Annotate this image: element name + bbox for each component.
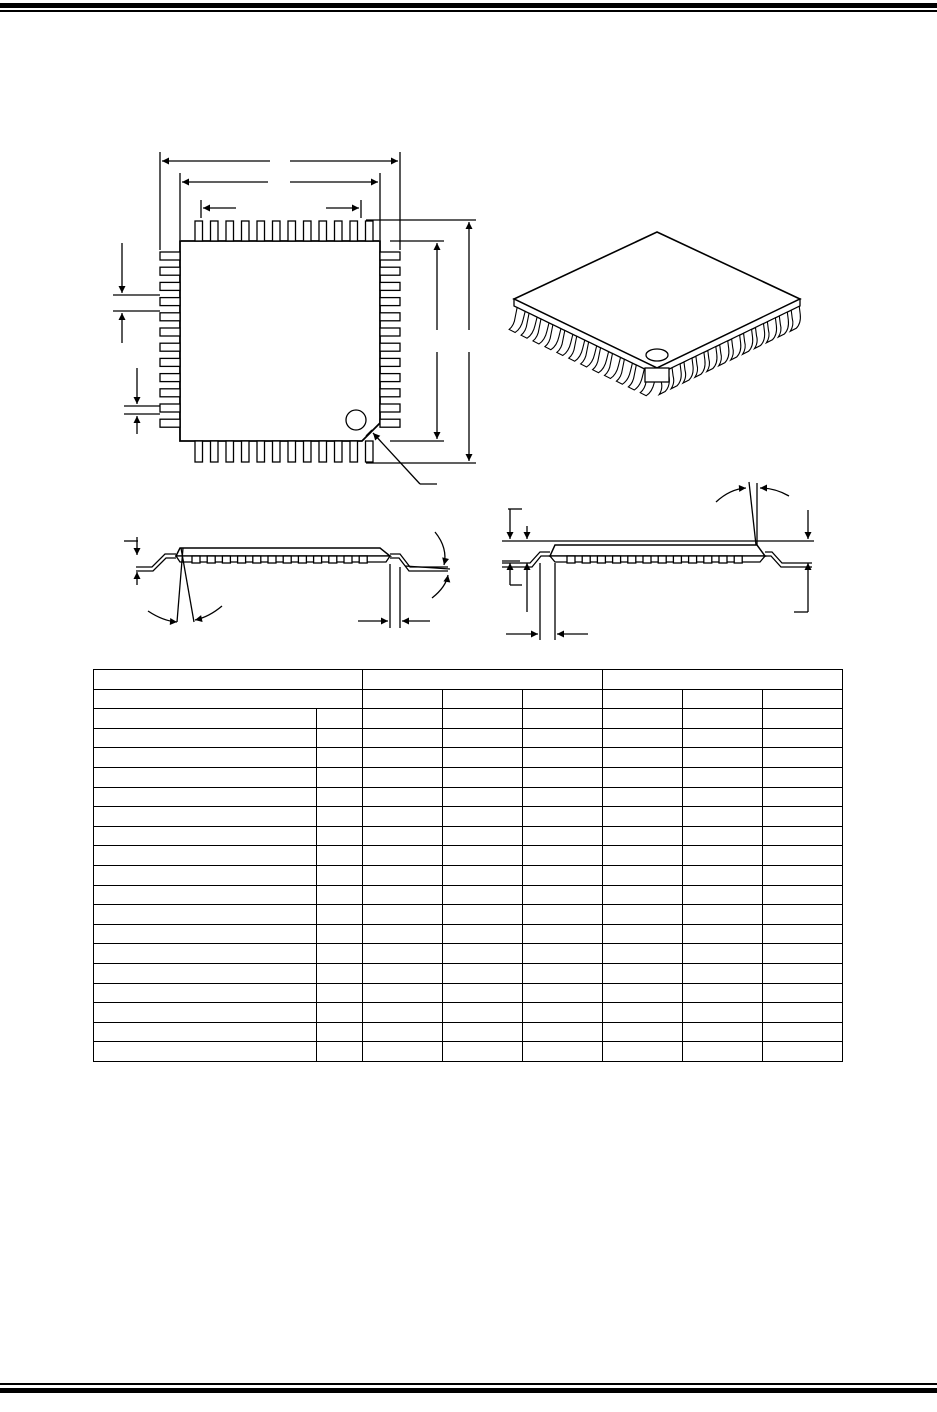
value-cell [603, 748, 683, 768]
symbol-cell [317, 807, 363, 827]
dimension-name-cell [94, 787, 317, 807]
value-cell [363, 846, 443, 866]
table-row [94, 748, 843, 768]
value-cell [363, 905, 443, 925]
subheader-cell [763, 689, 843, 709]
dimension-name-cell [94, 865, 317, 885]
lead-stub [613, 556, 621, 563]
symbol-cell [317, 767, 363, 787]
value-cell [523, 1042, 603, 1062]
table-row [94, 963, 843, 983]
dimension-name-cell [94, 1042, 317, 1062]
value-cell [683, 924, 763, 944]
lead [335, 441, 343, 462]
value-cell [363, 787, 443, 807]
table-row [94, 983, 843, 1003]
value-cell [363, 748, 443, 768]
value-cell [763, 748, 843, 768]
lead [195, 441, 203, 462]
side-view-right [502, 482, 814, 640]
value-cell [603, 983, 683, 1003]
value-cell [443, 944, 523, 964]
lead-stub [222, 556, 230, 563]
value-cell [443, 767, 523, 787]
table-row [94, 728, 843, 748]
value-cell [603, 1003, 683, 1023]
dimension-name-cell [94, 944, 317, 964]
symbol-cell [317, 787, 363, 807]
lead [160, 282, 180, 290]
value-cell [363, 1003, 443, 1023]
symbol-cell [317, 826, 363, 846]
table-row [94, 846, 843, 866]
value-cell [763, 1042, 843, 1062]
lead [160, 389, 180, 397]
lead [319, 221, 327, 241]
value-cell [443, 709, 523, 729]
value-cell [763, 924, 843, 944]
iso-pin1-dimple [646, 349, 668, 361]
symbol-cell [317, 1003, 363, 1023]
value-cell [763, 787, 843, 807]
dimension-name-cell [94, 748, 317, 768]
symbol-cell [317, 1022, 363, 1042]
lead-stub [268, 556, 276, 563]
dimension-name-cell [94, 807, 317, 827]
symbol-cell [317, 728, 363, 748]
dimension-name-cell [94, 709, 317, 729]
lead-stub [567, 556, 575, 563]
value-cell [443, 807, 523, 827]
value-cell [603, 1042, 683, 1062]
value-cell [443, 885, 523, 905]
dimension-name-cell [94, 963, 317, 983]
top-leads [195, 221, 373, 241]
symbol-cell [317, 924, 363, 944]
value-cell [363, 1022, 443, 1042]
iso-lead [707, 347, 717, 372]
value-cell [603, 709, 683, 729]
lead-stub [582, 556, 590, 563]
lead-stub [298, 556, 306, 563]
value-cell [443, 865, 523, 885]
value-cell [603, 807, 683, 827]
lead-stub [192, 556, 200, 563]
lead [380, 267, 400, 275]
value-cell [763, 944, 843, 964]
value-cell [523, 807, 603, 827]
value-cell [443, 1042, 523, 1062]
value-cell [363, 983, 443, 1003]
lead-stub [329, 556, 337, 563]
lead-stub [597, 556, 605, 563]
symbol-cell [317, 885, 363, 905]
dimension-name-cell [94, 905, 317, 925]
value-cell [523, 846, 603, 866]
value-cell [683, 983, 763, 1003]
lead [380, 298, 400, 306]
iso-lead [778, 312, 788, 337]
pin1-circle [346, 410, 366, 430]
value-cell [443, 1022, 523, 1042]
right-leads [380, 252, 400, 427]
dimension-name-cell [94, 983, 317, 1003]
symbol-cell [317, 983, 363, 1003]
value-cell [363, 709, 443, 729]
value-cell [763, 885, 843, 905]
dimension-name-cell [94, 885, 317, 905]
value-cell [443, 983, 523, 1003]
value-cell [683, 846, 763, 866]
value-cell [363, 885, 443, 905]
iso-lead [790, 306, 800, 331]
dimensions-table [93, 669, 843, 1062]
dimension-name-cell [94, 924, 317, 944]
table-row [94, 885, 843, 905]
lead [211, 441, 219, 462]
lead-stub [359, 556, 367, 563]
lead [273, 441, 281, 462]
lead [380, 328, 400, 336]
lead-stub [719, 556, 727, 563]
lead [160, 298, 180, 306]
value-cell [443, 963, 523, 983]
lead [211, 221, 219, 241]
lead [195, 221, 203, 241]
value-cell [683, 944, 763, 964]
table-row [94, 709, 843, 729]
value-cell [523, 944, 603, 964]
iso-lead [719, 341, 729, 366]
lead [366, 221, 374, 241]
header-group-cell [363, 670, 603, 690]
lead [160, 328, 180, 336]
lead [160, 252, 180, 260]
value-cell [763, 963, 843, 983]
lead [380, 374, 400, 382]
lead [380, 389, 400, 397]
table-row [94, 865, 843, 885]
lead [366, 441, 374, 462]
value-cell [683, 787, 763, 807]
value-cell [443, 905, 523, 925]
value-cell [363, 865, 443, 885]
value-cell [443, 846, 523, 866]
side-view-left [124, 532, 450, 628]
lead [160, 313, 180, 321]
iso-corner-block [645, 368, 669, 382]
lead [160, 404, 180, 412]
value-cell [763, 826, 843, 846]
lead [380, 404, 400, 412]
value-cell [363, 767, 443, 787]
symbol-cell [317, 905, 363, 925]
lead [288, 221, 296, 241]
value-cell [603, 944, 683, 964]
value-cell [763, 767, 843, 787]
value-cell [523, 826, 603, 846]
lead [257, 441, 265, 462]
iso-lead [731, 335, 741, 360]
lead [380, 358, 400, 366]
dimension-name-cell [94, 826, 317, 846]
value-cell [523, 983, 603, 1003]
value-cell [683, 807, 763, 827]
lead [380, 313, 400, 321]
value-cell [363, 944, 443, 964]
lead-stub [344, 556, 352, 563]
package-body [180, 241, 380, 441]
lead-stub [673, 556, 681, 563]
value-cell [443, 787, 523, 807]
subheader-cell [363, 689, 443, 709]
lead [242, 221, 250, 241]
value-cell [603, 865, 683, 885]
lead [160, 267, 180, 275]
value-cell [603, 767, 683, 787]
lead-stub [238, 556, 246, 563]
lead [273, 221, 281, 241]
iso-lead [671, 364, 681, 389]
value-cell [603, 905, 683, 925]
value-cell [363, 924, 443, 944]
value-cell [523, 1003, 603, 1023]
table-row [94, 826, 843, 846]
value-cell [523, 924, 603, 944]
lead [304, 221, 312, 241]
table-row [94, 787, 843, 807]
symbol-cell [317, 963, 363, 983]
iso-lead [509, 307, 525, 332]
value-cell [523, 905, 603, 925]
table-row [94, 767, 843, 787]
value-cell [603, 826, 683, 846]
value-cell [523, 767, 603, 787]
value-cell [523, 865, 603, 885]
iso-lead [683, 358, 693, 383]
value-cell [683, 885, 763, 905]
dimension-name-cell [94, 1003, 317, 1023]
subheader-cell [523, 689, 603, 709]
table-row [94, 944, 843, 964]
value-cell [763, 846, 843, 866]
value-cell [523, 728, 603, 748]
lead [380, 282, 400, 290]
lead [226, 441, 234, 462]
symbol-cell [317, 1042, 363, 1062]
value-cell [443, 748, 523, 768]
value-cell [603, 787, 683, 807]
value-cell [683, 865, 763, 885]
lead-stub [734, 556, 742, 563]
value-cell [683, 963, 763, 983]
lead [160, 419, 180, 427]
lead [160, 343, 180, 351]
value-cell [763, 1022, 843, 1042]
dimensions-table-body [94, 670, 843, 1062]
lead-stub [283, 556, 291, 563]
symbol-cell [317, 709, 363, 729]
lead [288, 441, 296, 462]
value-cell [603, 963, 683, 983]
value-cell [683, 1042, 763, 1062]
value-cell [763, 865, 843, 885]
value-cell [523, 709, 603, 729]
value-cell [523, 787, 603, 807]
table-row [94, 1022, 843, 1042]
value-cell [443, 728, 523, 748]
value-cell [363, 807, 443, 827]
value-cell [603, 1022, 683, 1042]
iso-lead [743, 329, 753, 354]
value-cell [763, 905, 843, 925]
symbol-cell [317, 846, 363, 866]
lead-stub [643, 556, 651, 563]
value-cell [363, 1042, 443, 1062]
lead [380, 252, 400, 260]
value-cell [683, 748, 763, 768]
table-row [94, 905, 843, 925]
value-cell [683, 728, 763, 748]
lead [335, 221, 343, 241]
bottom-leads [195, 441, 373, 462]
value-cell [603, 885, 683, 905]
value-cell [603, 846, 683, 866]
lead [242, 441, 250, 462]
value-cell [523, 885, 603, 905]
value-cell [363, 728, 443, 748]
bottom-rule-thick [0, 1388, 937, 1393]
value-cell [523, 1022, 603, 1042]
value-cell [683, 905, 763, 925]
header-cell [94, 689, 363, 709]
iso-lead [695, 352, 705, 377]
value-cell [523, 963, 603, 983]
lead [319, 441, 327, 462]
iso-lead [754, 324, 764, 349]
value-cell [683, 1003, 763, 1023]
lead-stub [689, 556, 697, 563]
lead-stub [314, 556, 322, 563]
value-cell [443, 826, 523, 846]
value-cell [683, 826, 763, 846]
dimension-name-cell [94, 846, 317, 866]
table-header-row [94, 670, 843, 690]
table-row [94, 924, 843, 944]
subheader-cell [603, 689, 683, 709]
lead [226, 221, 234, 241]
table-subheader-row [94, 689, 843, 709]
lead [304, 441, 312, 462]
value-cell [683, 709, 763, 729]
value-cell [603, 924, 683, 944]
value-cell [363, 963, 443, 983]
package-outline-drawing [0, 0, 937, 665]
lead [160, 358, 180, 366]
value-cell [763, 709, 843, 729]
value-cell [363, 826, 443, 846]
value-cell [763, 983, 843, 1003]
lead-stub [207, 556, 215, 563]
table-row [94, 1042, 843, 1062]
value-cell [603, 728, 683, 748]
lead-stub [658, 556, 666, 563]
lead-stub [704, 556, 712, 563]
bottom-rule-thin [0, 1383, 937, 1385]
lead [350, 441, 358, 462]
lead [350, 221, 358, 241]
value-cell [683, 1022, 763, 1042]
value-cell [763, 728, 843, 748]
lead [160, 374, 180, 382]
lead-stub [628, 556, 636, 563]
dimension-name-cell [94, 728, 317, 748]
lead [380, 343, 400, 351]
symbol-cell [317, 944, 363, 964]
subheader-cell [443, 689, 523, 709]
symbol-cell [317, 865, 363, 885]
table-row [94, 1003, 843, 1023]
left-leads [160, 252, 180, 427]
value-cell [523, 748, 603, 768]
dimension-name-cell [94, 767, 317, 787]
value-cell [763, 1003, 843, 1023]
subheader-cell [683, 689, 763, 709]
value-cell [443, 1003, 523, 1023]
value-cell [443, 924, 523, 944]
table-row [94, 807, 843, 827]
lead [380, 419, 400, 427]
value-cell [763, 807, 843, 827]
isometric-view [509, 232, 800, 396]
header-group-cell [603, 670, 843, 690]
dimension-name-cell [94, 1022, 317, 1042]
header-cell [94, 670, 363, 690]
lead [257, 221, 265, 241]
top-view [113, 152, 476, 484]
iso-lead [766, 318, 776, 343]
value-cell [683, 767, 763, 787]
symbol-cell [317, 748, 363, 768]
lead-stub [253, 556, 261, 563]
